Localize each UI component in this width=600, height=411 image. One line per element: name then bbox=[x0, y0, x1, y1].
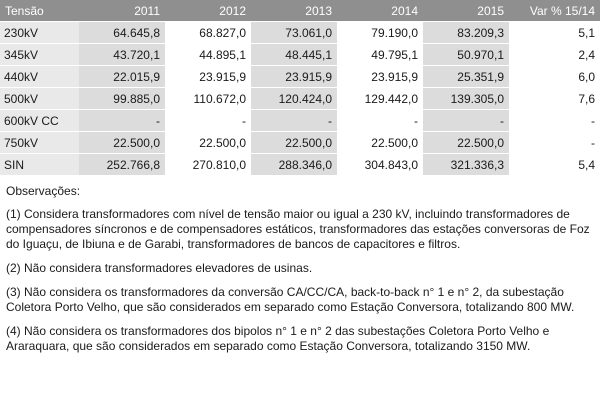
cell-2013: 120.424,0 bbox=[251, 88, 337, 110]
cell-2013: 288.346,0 bbox=[251, 154, 337, 176]
cell-2011: 252.766,8 bbox=[79, 154, 165, 176]
cell-2015: 139.305,0 bbox=[423, 88, 509, 110]
table-body bbox=[0, 22, 600, 176]
header-var: Var % 15/14 bbox=[509, 0, 600, 22]
note-4: (4) Não considera os transformadores dos bipolos n° 1 e n° 2 das subestações Coletora Porto Velho e Araraquara, que são considerados em separado como Estação Conversora, totalizando 3150 MW. bbox=[6, 324, 550, 353]
table-row-total bbox=[0, 154, 600, 176]
header-2013: 2013 bbox=[251, 0, 337, 22]
cell-2014: 304.843,0 bbox=[337, 154, 423, 176]
row-label: 440kV bbox=[0, 66, 79, 88]
cell-2015: 50.970,1 bbox=[423, 44, 509, 66]
cell-2012: 44.895,1 bbox=[165, 44, 251, 66]
cell-2011: 99.885,0 bbox=[79, 88, 165, 110]
cell-2012: 270.810,0 bbox=[165, 154, 251, 176]
header-2011: 2011 bbox=[79, 0, 165, 22]
note-3: (3) Não considera os transformadores da conversão CA/CC/CA, back-to-back n° 1 e n° 2, da subestação Coletora Porto Velho, que são considerados em separado como Estação Conversora, totalizando 800 MW. bbox=[6, 285, 575, 314]
cell-2011: 43.720,1 bbox=[79, 44, 165, 66]
table-row bbox=[0, 88, 600, 110]
cell-var: 2,4 bbox=[509, 44, 600, 66]
transformer-capacity-table bbox=[0, 0, 600, 176]
cell-2015: - bbox=[423, 110, 509, 132]
row-label: 230kV bbox=[0, 22, 79, 44]
cell-2012: 68.827,0 bbox=[165, 22, 251, 44]
cell-2015: 83.209,3 bbox=[423, 22, 509, 44]
cell-2014: 23.915,9 bbox=[337, 66, 423, 88]
row-label: 600kV CC bbox=[0, 110, 79, 132]
notes-section bbox=[6, 184, 596, 363]
cell-var: - bbox=[509, 132, 600, 154]
cell-var: 5,1 bbox=[509, 22, 600, 44]
row-label: SIN bbox=[0, 154, 79, 176]
cell-2014: 129.442,0 bbox=[337, 88, 423, 110]
cell-var: - bbox=[509, 110, 600, 132]
header-2015: 2015 bbox=[423, 0, 509, 22]
table-row bbox=[0, 44, 600, 66]
cell-2013: 73.061,0 bbox=[251, 22, 337, 44]
table-header-row bbox=[0, 0, 600, 22]
cell-var: 6,0 bbox=[509, 66, 600, 88]
cell-2013: 23.915,9 bbox=[251, 66, 337, 88]
cell-var: 5,4 bbox=[509, 154, 600, 176]
cell-2013: 22.500,0 bbox=[251, 132, 337, 154]
table-row bbox=[0, 110, 600, 132]
cell-2011: 22.500,0 bbox=[79, 132, 165, 154]
cell-2011: 22.015,9 bbox=[79, 66, 165, 88]
cell-2015: 321.336,3 bbox=[423, 154, 509, 176]
note-1: (1) Considera transformadores com nível de tensão maior ou igual a 230 kV, incluindo transformadores de compensadores síncronos e de compensadores estáticos, transformadores das estações conversoras de Foz do Iguaçu, de Ibiuna e de Garabi, transformadores de bancos de capacitores e filtros. bbox=[6, 207, 590, 251]
cell-2013: - bbox=[251, 110, 337, 132]
table-row bbox=[0, 66, 600, 88]
cell-2015: 22.500,0 bbox=[423, 132, 509, 154]
notes-title: Observações: bbox=[6, 184, 81, 198]
cell-2012: 110.672,0 bbox=[165, 88, 251, 110]
note-2: (2) Não considera transformadores elevadores de usinas. bbox=[6, 261, 313, 275]
cell-2011: - bbox=[79, 110, 165, 132]
cell-var: 7,6 bbox=[509, 88, 600, 110]
header-tensao: Tensão bbox=[0, 0, 79, 22]
cell-2011: 64.645,8 bbox=[79, 22, 165, 44]
table-row bbox=[0, 132, 600, 154]
header-2012: 2012 bbox=[165, 0, 251, 22]
header-2014: 2014 bbox=[337, 0, 423, 22]
cell-2013: 48.445,1 bbox=[251, 44, 337, 66]
cell-2012: 23.915,9 bbox=[165, 66, 251, 88]
row-label: 345kV bbox=[0, 44, 79, 66]
row-label: 750kV bbox=[0, 132, 79, 154]
row-label: 500kV bbox=[0, 88, 79, 110]
cell-2012: 22.500,0 bbox=[165, 132, 251, 154]
cell-2014: 79.190,0 bbox=[337, 22, 423, 44]
table-row bbox=[0, 22, 600, 44]
cell-2015: 25.351,9 bbox=[423, 66, 509, 88]
cell-2014: 49.795,1 bbox=[337, 44, 423, 66]
cell-2012: - bbox=[165, 110, 251, 132]
cell-2014: 22.500,0 bbox=[337, 132, 423, 154]
cell-2014: - bbox=[337, 110, 423, 132]
